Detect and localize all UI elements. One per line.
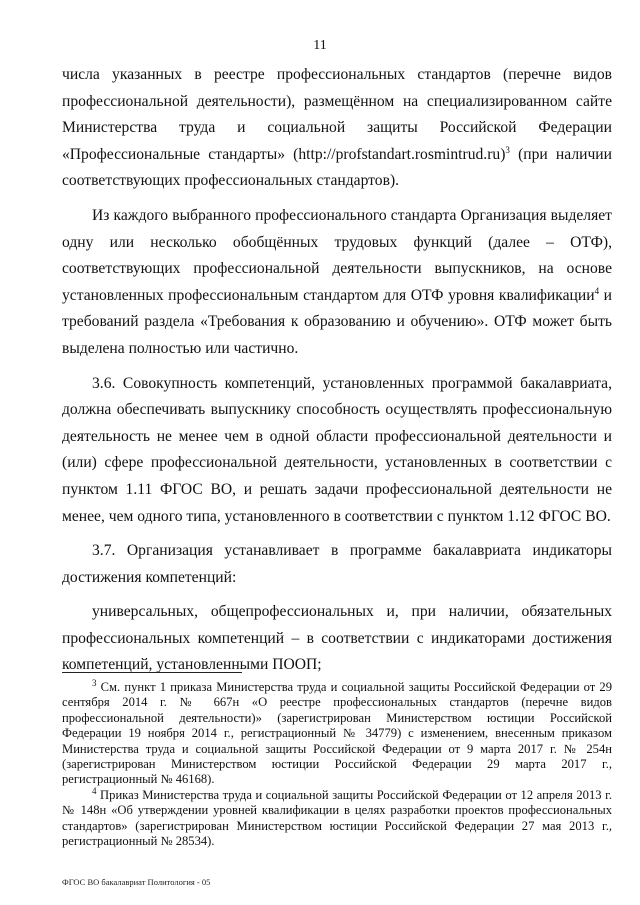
footnote-3-mark: 3 — [92, 677, 97, 688]
footnote-4-mark: 4 — [92, 785, 97, 796]
page-number: 11 — [313, 38, 327, 53]
footnotes — [62, 677, 612, 849]
body-text — [62, 62, 612, 687]
footnote-ref-4[interactable]: 4 — [594, 285, 600, 296]
paragraph-2-tail: и требований раздела «Требования к образованию и обучению». ОТФ может быть выделена полностью или частично. — [62, 286, 612, 357]
paragraph-1 — [62, 62, 612, 195]
paragraph-2-text: Из каждого выбранного профессионального стандарта Организация выделяет одну или несколько обобщённых трудовых функций (далее – ОТФ), соответствующих профессиональной деятельности выпускников, на основе установленных профессиональным стандартом для ОТФ уровня квалификации — [62, 206, 612, 304]
footnote-3-text: См. пункт 1 приказа Министерства труда и социальной защиты Российской Федерации от 29 сентября 2014 г. № 667н «О реестре профессиональных стандартов (перечне видов профессиональной деятельности)» (зарегистрирован Министерством юстиции Российской Федерации 19 ноября 2014 г., регистрационный № 34779) с изменением, внесенным приказом Министерства труда и социальной защиты Российской Федерации от 9 марта 2017 г. № 254н (зарегистрирован Министерством юстиции Российской Федерации 29 марта 2017 г., регистрационный № 46168). — [62, 680, 612, 787]
paragraph-3-7: 3.7. Организация устанавливает в программе бакалавриата индикаторы достижения компетенций: — [62, 542, 612, 586]
paragraph-1-text: числа указанных в реестре профессиональных стандартов (перечне видов профессиональной деятельности), размещённом на специализированном сайте Министерства труда и социальной защиты Российской Федерации «Профессиональные стандарты» (http://profstandart.rosmintrud.ru) — [62, 66, 612, 163]
page-footer: ФГОС ВО бакалавриат Политология - 05 — [62, 877, 211, 887]
paragraph-competencies: универсальных, общепрофессиональных и, при наличии, обязательных профессиональных компетенций – в соответствии с индикаторами достижения компетенций, установленными ПООП; — [62, 603, 612, 674]
footnote-4-text: Приказ Министерства труда и социальной защиты Российской Федерации от 12 апреля 2013 г. № 148н «Об утверждении уровней квалификации в целях разработки проектов профессиональных стандартов» (зарегистрирован Министерством юстиции Российской Федерации 27 мая 2013 г., регистрационный № 28534). — [62, 787, 612, 849]
paragraph-3-6: 3.6. Совокупность компетенций, установленных программой бакалавриата, должна обеспечивать выпускнику способность осуществлять профессиональную деятельность не менее чем в одной области профессиональной деятельности и (или) сфере профессиональной деятельности, установленных в соответствии с пунктом 1.11 ФГОС ВО, и решать задачи профессиональной деятельности не менее, чем одного типа, установленного в соответствии с пунктом 1.12 ФГОС ВО. — [62, 374, 612, 525]
footnote-4 — [62, 785, 612, 850]
paragraph-2 — [62, 203, 612, 363]
footnote-ref-3[interactable]: 3 — [505, 144, 510, 155]
footnote-3 — [62, 677, 612, 788]
footnote-divider — [62, 672, 242, 673]
paragraph-1-tail: (при наличии соответствующих профессиональных стандартов). — [62, 145, 612, 190]
